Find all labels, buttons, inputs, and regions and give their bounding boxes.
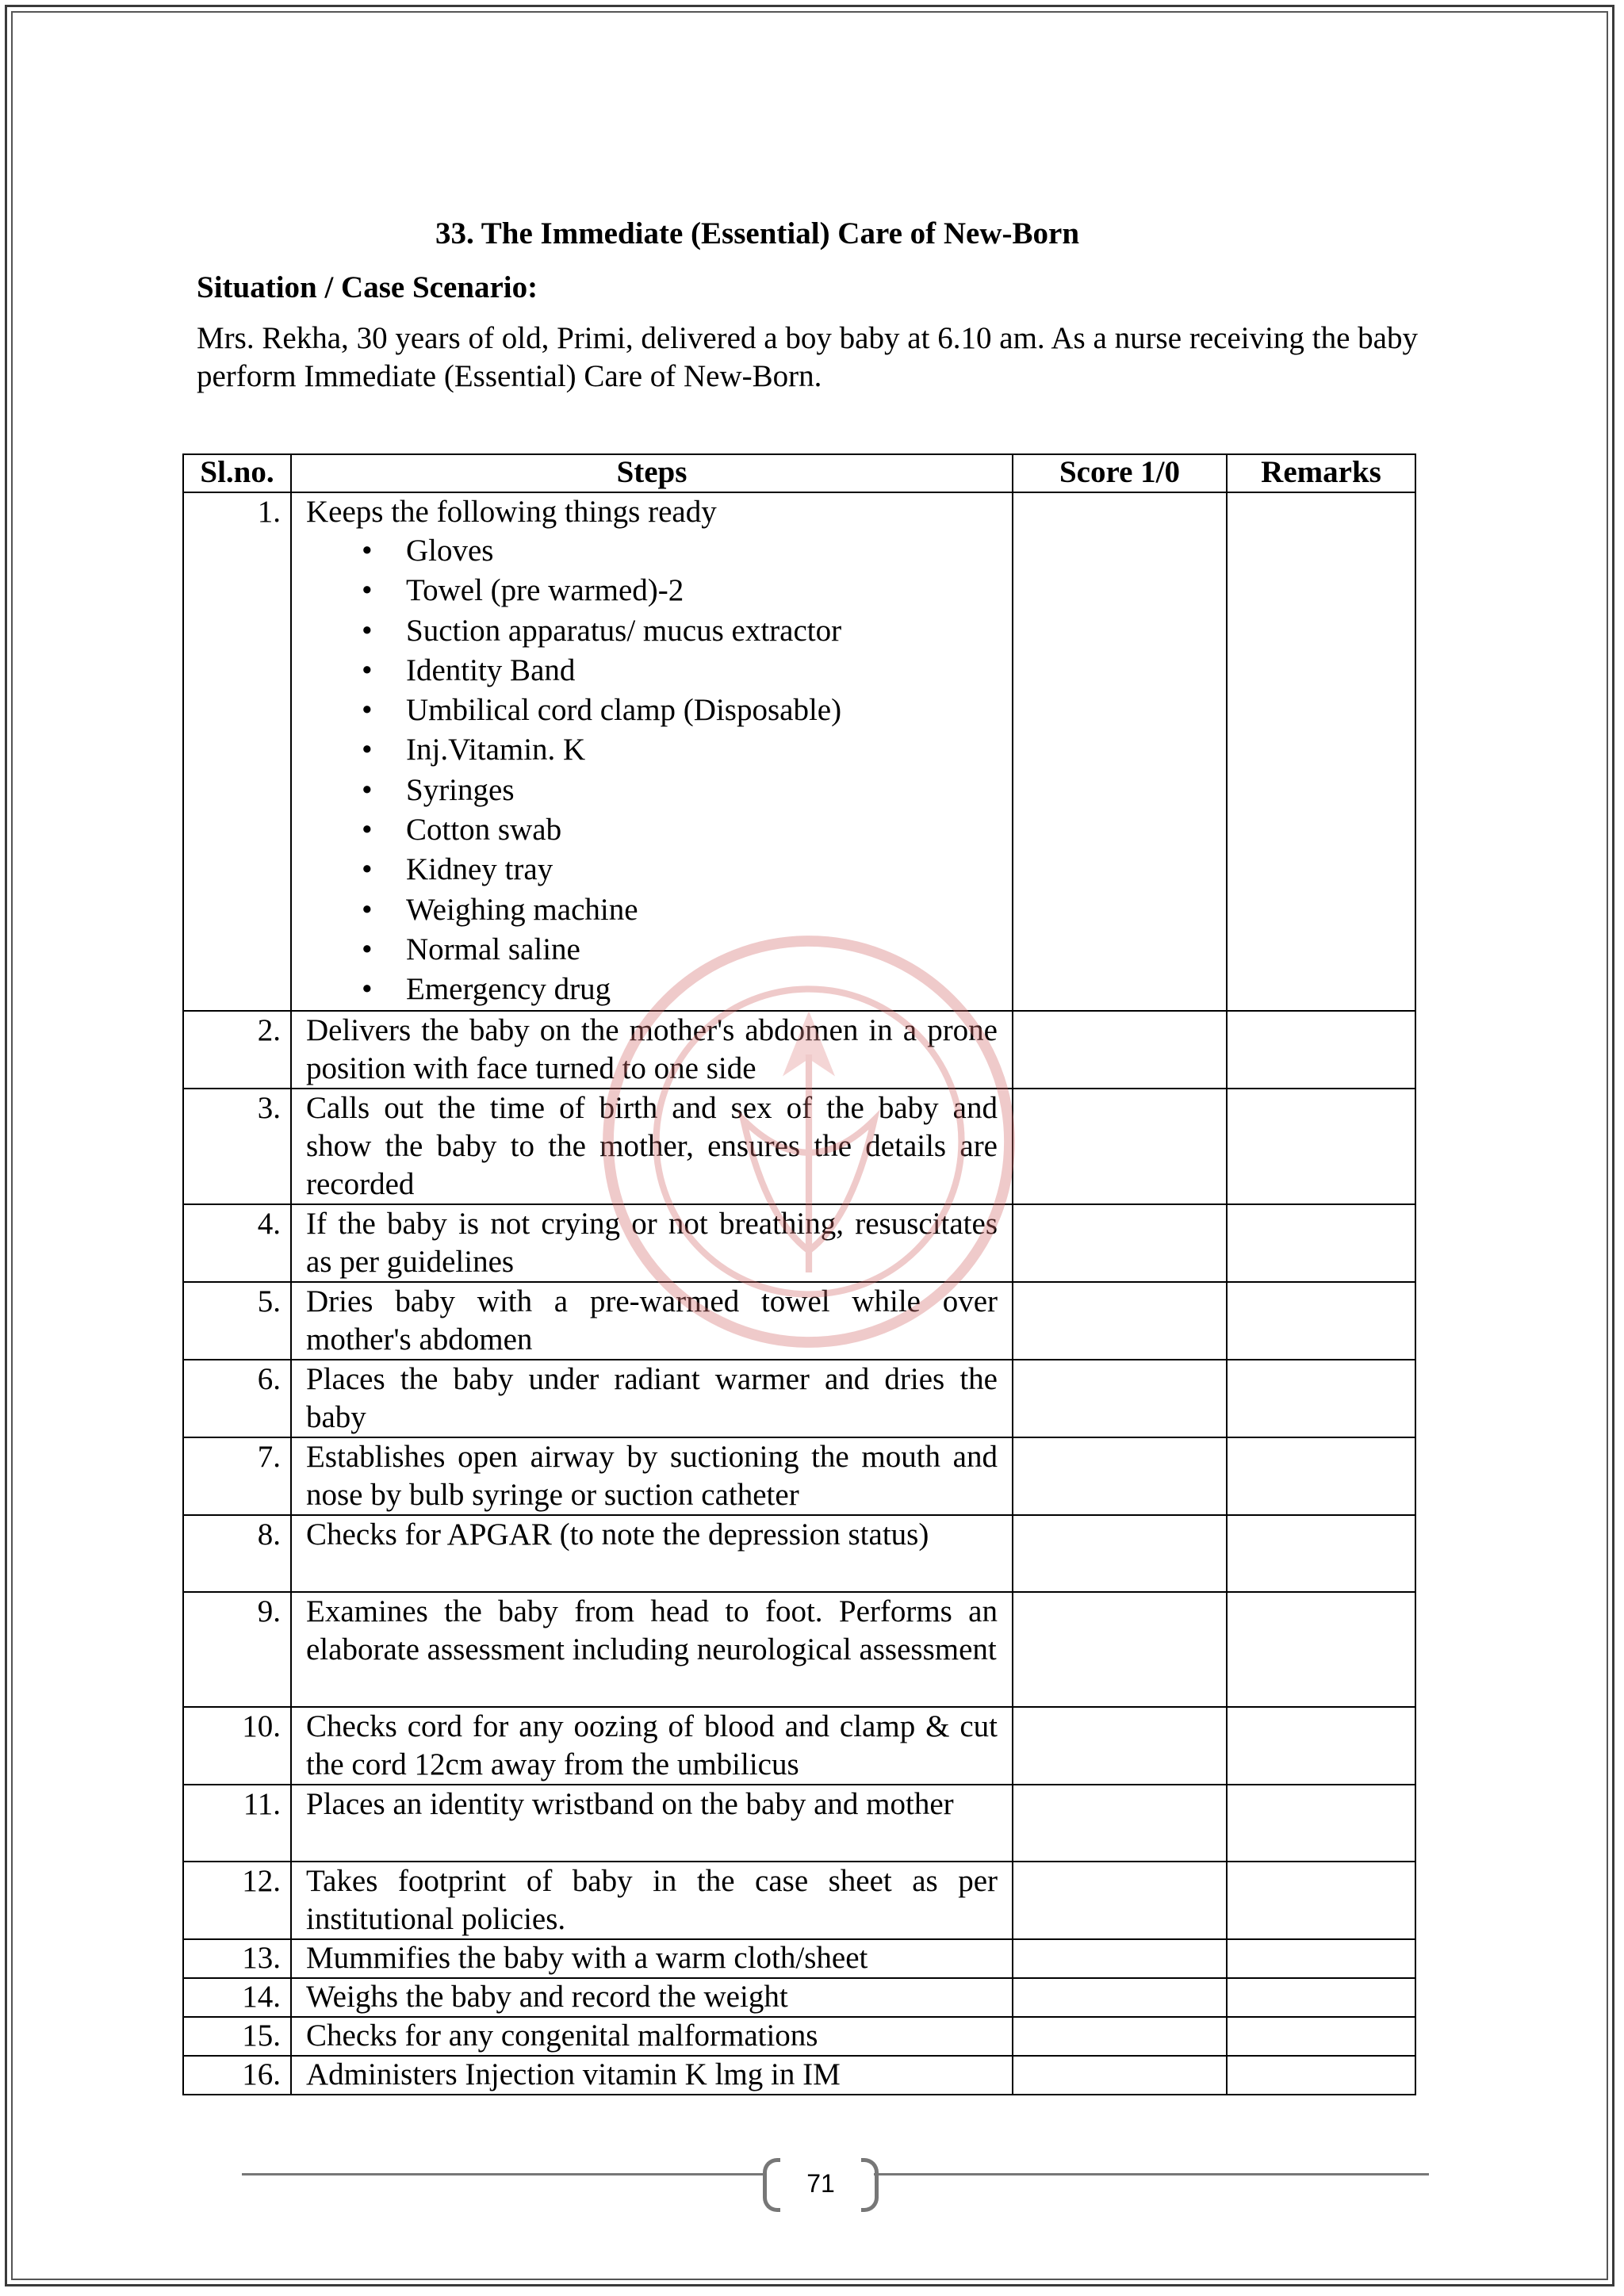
- remarks-cell[interactable]: [1227, 1515, 1415, 1592]
- table-header-row: [183, 454, 1415, 492]
- remarks-cell[interactable]: [1227, 1204, 1415, 1282]
- footer-rule-left: [242, 2173, 764, 2175]
- scenario-text: Mrs. Rekha, 30 years of old, Primi, delivered a boy baby at 6.10 am. As a nurse receiving the baby perform Immediate (Essential) Care of New-Born.: [197, 321, 1418, 393]
- row-step: Mummifies the baby with a warm cloth/sheet: [291, 1939, 1013, 1978]
- table-row: [183, 492, 1415, 1011]
- page-number-bracket-left: [763, 2158, 780, 2212]
- score-cell[interactable]: [1013, 2056, 1227, 2095]
- remarks-cell[interactable]: [1227, 1592, 1415, 1707]
- header-score: Score 1/0: [1013, 454, 1227, 492]
- list-item: • Weighing machine: [362, 890, 998, 930]
- table-row: [183, 1785, 1415, 1862]
- score-cell[interactable]: [1013, 2017, 1227, 2056]
- row-step: Places an identity wristband on the baby and mother: [291, 1785, 1013, 1862]
- score-cell[interactable]: [1013, 1592, 1227, 1707]
- score-cell[interactable]: [1013, 492, 1227, 1011]
- row-step: Administers Injection vitamin K lmg in IM: [291, 2056, 1013, 2095]
- items-list: [306, 531, 998, 1010]
- table-row: [183, 1707, 1415, 1785]
- list-item: • Emergency drug: [362, 970, 998, 1009]
- row-number: 16.: [183, 2056, 291, 2095]
- header-slno: Sl.no.: [183, 454, 291, 492]
- table-row: [183, 1978, 1415, 2017]
- row-number: 4.: [183, 1204, 291, 1282]
- remarks-cell[interactable]: [1227, 492, 1415, 1011]
- score-cell[interactable]: [1013, 1089, 1227, 1204]
- row-step-text: Keeps the following things ready: [306, 495, 717, 529]
- row-step: Dries baby with a pre-warmed towel while over mother's abdomen: [291, 1282, 1013, 1360]
- row-step: If the baby is not crying or not breathing, resuscitates as per guidelines: [291, 1204, 1013, 1282]
- remarks-cell[interactable]: [1227, 1785, 1415, 1862]
- table-row: [183, 2056, 1415, 2095]
- list-item: • Kidney tray: [362, 850, 998, 890]
- list-item: • Cotton swab: [362, 810, 998, 850]
- score-cell[interactable]: [1013, 1437, 1227, 1515]
- row-number: 6.: [183, 1360, 291, 1437]
- row-step: Checks for any congenital malformations: [291, 2017, 1013, 2056]
- scenario-heading: Situation / Case Scenario:: [197, 270, 538, 304]
- list-item: • Umbilical cord clamp (Disposable): [362, 691, 998, 730]
- row-number: 3.: [183, 1089, 291, 1204]
- table-row: [183, 2017, 1415, 2056]
- remarks-cell[interactable]: [1227, 1707, 1415, 1785]
- row-number: 12.: [183, 1862, 291, 1939]
- score-cell[interactable]: [1013, 1011, 1227, 1089]
- list-item: • Normal saline: [362, 930, 998, 970]
- remarks-cell[interactable]: [1227, 2017, 1415, 2056]
- remarks-cell[interactable]: [1227, 1089, 1415, 1204]
- table-row: [183, 1360, 1415, 1437]
- score-cell[interactable]: [1013, 1785, 1227, 1862]
- row-step: Checks for APGAR (to note the depression status): [291, 1515, 1013, 1592]
- page-title: 33. The Immediate (Essential) Care of New-Born: [435, 216, 1080, 251]
- list-item: • Syringes: [362, 771, 998, 810]
- score-cell[interactable]: [1013, 1515, 1227, 1592]
- header-remarks: Remarks: [1227, 454, 1415, 492]
- list-item: • Identity Band: [362, 651, 998, 691]
- score-cell[interactable]: [1013, 1204, 1227, 1282]
- remarks-cell[interactable]: [1227, 1437, 1415, 1515]
- table-row: [183, 1592, 1415, 1707]
- row-number: 14.: [183, 1978, 291, 2017]
- footer-rule-right: [874, 2173, 1429, 2175]
- row-number: 8.: [183, 1515, 291, 1592]
- row-number: 2.: [183, 1011, 291, 1089]
- checklist-table: [182, 453, 1416, 2095]
- row-number: 5.: [183, 1282, 291, 1360]
- list-item: • Inj.Vitamin. K: [362, 730, 998, 770]
- row-step: [291, 492, 1013, 1011]
- list-item: • Gloves: [362, 531, 998, 571]
- row-step: Checks cord for any oozing of blood and clamp & cut the cord 12cm away from the umbilicus: [291, 1707, 1013, 1785]
- table-row: [183, 1939, 1415, 1978]
- score-cell[interactable]: [1013, 1862, 1227, 1939]
- row-number: 13.: [183, 1939, 291, 1978]
- table-row: [183, 1011, 1415, 1089]
- table-row: [183, 1282, 1415, 1360]
- list-item: • Suction apparatus/ mucus extractor: [362, 611, 998, 651]
- table-row: [183, 1437, 1415, 1515]
- row-step: Establishes open airway by suctioning the mouth and nose by bulb syringe or suction catheter: [291, 1437, 1013, 1515]
- remarks-cell[interactable]: [1227, 1939, 1415, 1978]
- score-cell[interactable]: [1013, 1282, 1227, 1360]
- row-step: Calls out the time of birth and sex of the baby and show the baby to the mother, ensures the details are recorded: [291, 1089, 1013, 1204]
- row-number: 15.: [183, 2017, 291, 2056]
- row-step: Examines the baby from head to foot. Performs an elaborate assessment including neurological assessment: [291, 1592, 1013, 1707]
- remarks-cell[interactable]: [1227, 1862, 1415, 1939]
- row-number: 10.: [183, 1707, 291, 1785]
- row-step: Places the baby under radiant warmer and dries the baby: [291, 1360, 1013, 1437]
- table-row: [183, 1204, 1415, 1282]
- remarks-cell[interactable]: [1227, 1282, 1415, 1360]
- page-number: 71: [806, 2169, 835, 2198]
- row-number: 1.: [183, 492, 291, 1011]
- remarks-cell[interactable]: [1227, 1978, 1415, 2017]
- row-step: Delivers the baby on the mother's abdomen in a prone position with face turned to one side: [291, 1011, 1013, 1089]
- score-cell[interactable]: [1013, 1939, 1227, 1978]
- header-steps: Steps: [291, 454, 1013, 492]
- row-step: Takes footprint of baby in the case sheet as per institutional policies.: [291, 1862, 1013, 1939]
- row-number: 9.: [183, 1592, 291, 1707]
- score-cell[interactable]: [1013, 1978, 1227, 2017]
- table-row: [183, 1515, 1415, 1592]
- table-row: [183, 1862, 1415, 1939]
- table-row: [183, 1089, 1415, 1204]
- remarks-cell[interactable]: [1227, 2056, 1415, 2095]
- score-cell[interactable]: [1013, 1360, 1227, 1437]
- remarks-cell[interactable]: [1227, 1360, 1415, 1437]
- page-number-bracket-right: [861, 2158, 879, 2212]
- remarks-cell[interactable]: [1227, 1011, 1415, 1089]
- score-cell[interactable]: [1013, 1707, 1227, 1785]
- row-step: Weighs the baby and record the weight: [291, 1978, 1013, 2017]
- row-number: 11.: [183, 1785, 291, 1862]
- list-item: • Towel (pre warmed)-2: [362, 571, 998, 610]
- row-number: 7.: [183, 1437, 291, 1515]
